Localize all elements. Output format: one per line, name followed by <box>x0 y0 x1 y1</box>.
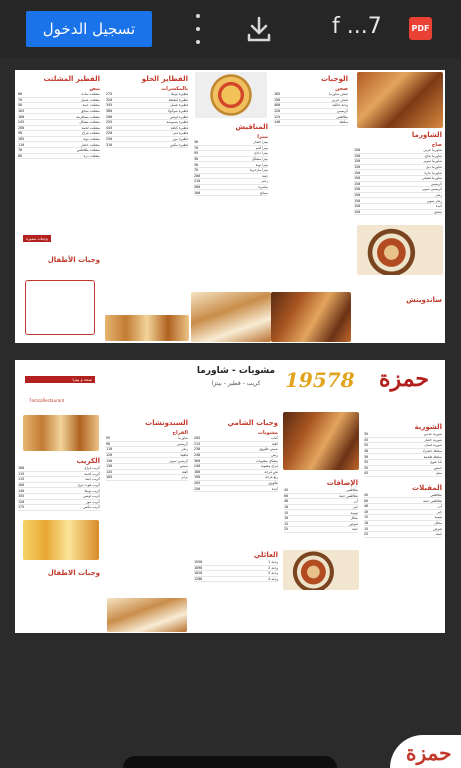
menu-item-price: 10 <box>364 509 369 514</box>
menu-item-name: فطيرة قشطة <box>168 97 188 102</box>
menu-item-price: 45 <box>284 488 289 493</box>
menu-item <box>106 475 188 481</box>
menu-item-name: ثومية <box>434 515 442 520</box>
menu-item-price: 150 <box>354 209 361 214</box>
mixed-grill-photo <box>283 412 359 470</box>
menu-item-name: محمرة <box>258 185 268 190</box>
grill-column <box>191 360 281 633</box>
menu-item-price: 150 <box>354 153 361 158</box>
item-list <box>271 92 351 126</box>
menu-item-price: 150 <box>354 165 361 170</box>
fries-photo <box>23 520 99 560</box>
menu-item-name: سبانخ <box>259 190 268 195</box>
item-list <box>103 436 191 481</box>
item-list <box>103 92 191 148</box>
menu-item-name: بابا غنوج <box>430 460 442 465</box>
menu-item-price: 150 <box>354 176 361 181</box>
item-list <box>361 432 445 477</box>
menu-item-name: كبدة <box>271 486 278 491</box>
kids-title: وجبات الأطفال <box>47 256 100 264</box>
menu-item-price: 310 <box>106 142 113 147</box>
menu-item-name: مشلتت لحمة <box>81 125 100 130</box>
menu-item-name: أرز <box>437 504 442 509</box>
menu-item-price: 35 <box>364 432 369 437</box>
menu-item-name: بيتزا تونة <box>255 162 268 167</box>
menu-item-name: خبز <box>353 505 358 510</box>
app-toolbar <box>0 0 461 58</box>
column-subtitle: صحن <box>335 86 348 92</box>
pdf-file-icon: PDF <box>409 17 432 40</box>
menu-item-price: 210 <box>194 179 201 184</box>
menu-item-price: 360 <box>194 458 201 463</box>
column-title: الوجبات <box>321 75 348 83</box>
kids-meal-box <box>25 280 95 335</box>
menu-item-name: فراخ مشوية <box>260 464 278 469</box>
menu-item-price: 30 <box>194 162 199 167</box>
menu-item-name: سلطة طحينة <box>423 454 442 459</box>
menu-item-price: 205 <box>194 436 201 441</box>
year-logo: 19578 <box>285 368 355 392</box>
menu-item-name: بطاطس جبنة <box>423 498 442 503</box>
item-list <box>191 436 281 492</box>
menu-item-name: كريسبي سوبر <box>422 187 442 192</box>
sandwich-photo <box>357 72 443 128</box>
menu-item-price: 175 <box>18 505 25 510</box>
menu-item-price: 110 <box>106 447 113 452</box>
more-options-icon[interactable] <box>192 14 204 44</box>
menu-item-name: ربع فرخة <box>265 475 278 480</box>
shawarma-column <box>351 70 445 343</box>
menu-item-price: 70 <box>194 145 199 150</box>
menu-item-name: مشلتت فراخ <box>81 131 100 136</box>
menu-item-name: شاورما سوبر <box>423 159 442 164</box>
grill-photo <box>271 292 351 342</box>
menu-item-name: برجر <box>181 475 188 480</box>
menu-item <box>274 120 348 126</box>
column-title: الشاورما <box>411 131 442 139</box>
contact-banner: صحة و بيتزا <box>25 376 95 383</box>
soups-column <box>361 360 445 633</box>
menu-item-price: 200 <box>106 114 113 119</box>
menu-item-name: جبنة <box>352 527 358 532</box>
menu-item-name: أرز <box>353 499 358 504</box>
menu-item-price: 10 <box>284 505 289 510</box>
menu-item-name: كريسبي <box>336 109 348 114</box>
menu-item-name: مخلل <box>434 521 442 526</box>
menu-item-name: بيتزا دجاج <box>254 151 268 156</box>
menu-item-price: 45 <box>364 437 369 442</box>
menu-item-name: كفتة <box>271 441 278 446</box>
menu-item-name: كريب لوتس <box>83 494 100 499</box>
menu-item-price: 445 <box>106 125 113 130</box>
menu-item-name: زنجر <box>181 447 188 452</box>
menu-item-name: مشلتت بسطرمة <box>76 114 100 119</box>
column-subtitle: صاج <box>431 142 442 148</box>
menu-item-price: 150 <box>354 193 361 198</box>
column-title: وجبات الشامي <box>227 419 278 427</box>
pizza-column <box>191 70 271 343</box>
menu-item-name: جبنة <box>262 173 268 178</box>
menu-item-name: مشلتت ذرة <box>83 153 100 158</box>
family-title: العائلي <box>253 551 278 559</box>
social-handle: 7amzaRestaurant <box>29 398 65 403</box>
menu-item-price: 155 <box>18 494 25 499</box>
download-icon[interactable] <box>244 14 274 44</box>
menu-item-price: 1550 <box>194 560 203 565</box>
menu-item-name: كريب موز <box>85 499 100 504</box>
menu-item-price: 80 <box>18 92 23 97</box>
menu-item-price: 15 <box>364 515 369 520</box>
column-title: المقبلات <box>412 483 442 492</box>
menu-item-price: 150 <box>354 148 361 153</box>
menu-item-name: سلطة خضراء <box>422 449 442 454</box>
menu-item-price: 115 <box>18 477 25 482</box>
menu-item-price: 255 <box>106 120 113 125</box>
menu-item-name: مشلتت خضار <box>80 142 100 147</box>
item-list <box>191 140 271 196</box>
menu-item-price: 1200 <box>194 577 203 582</box>
menu-item-name: شاورما عربي <box>423 148 442 153</box>
menu-item-price: 1090 <box>194 565 203 570</box>
menu-item-price: 45 <box>364 493 369 498</box>
menu-item-name: فطيرة لوتس <box>169 114 188 119</box>
menu-item-price: 140 <box>18 488 25 493</box>
menu-item-price: 230 <box>194 447 201 452</box>
menu-item <box>194 577 278 583</box>
menu-item-name: كرسبي سوبر <box>169 458 188 463</box>
brand-logo: حمزة <box>379 366 429 392</box>
menu-item-name: كبدة <box>435 204 442 209</box>
menu-item-price: 185 <box>274 92 281 97</box>
menu-item <box>18 154 100 160</box>
menu-item-price: 150 <box>274 97 281 102</box>
menu-item-price: 400 <box>274 103 281 108</box>
menu-item-name: كريسبي <box>430 181 442 186</box>
menu-item-price: 380 <box>106 109 113 114</box>
menu-item-name: حمص <box>433 465 442 470</box>
menu-item-name: فطيرة موز <box>172 137 188 142</box>
red-banner: وجبات مميزة <box>23 235 51 242</box>
menu-item <box>194 190 268 196</box>
menu-item-price: 1020 <box>194 571 203 576</box>
menu-item-name: مشلتت سادة <box>81 92 100 97</box>
item-list <box>15 92 103 159</box>
shawarma-photo <box>107 598 187 632</box>
menu-item-name: زنجر سوبر <box>426 198 442 203</box>
menu-item-price: 125 <box>274 114 281 119</box>
menu-item-price: 15 <box>284 521 289 526</box>
sandwiches-column <box>103 360 191 633</box>
menu-item-price: 70 <box>18 148 23 153</box>
menu-item-price: 10 <box>364 521 369 526</box>
menu-item-name: ثومية <box>350 510 358 515</box>
menu-item-name: بطاطس جبنة <box>339 493 358 498</box>
item-list <box>281 488 361 533</box>
column-title: السندوتشات <box>145 419 188 427</box>
menu-item-price: 30 <box>364 454 369 459</box>
menu-item-name: صوص <box>433 526 442 531</box>
menu-item-price: 150 <box>354 170 361 175</box>
menu-item-price: 25 <box>284 527 289 532</box>
menu-item-price: 260 <box>194 185 201 190</box>
menu-item <box>106 142 188 148</box>
menu-item-price: 70 <box>18 97 23 102</box>
menu-item-price: 40 <box>364 449 369 454</box>
menu-item-name: فطيرة عسل <box>170 103 188 108</box>
menu-item <box>18 505 100 511</box>
menu-item-price: 120 <box>274 109 281 114</box>
menu-item-name: خبز <box>437 509 442 514</box>
menu-item-price: 50 <box>18 103 23 108</box>
menu-item <box>364 532 442 538</box>
menu-item-price: 130 <box>106 458 113 463</box>
menu-item-name: مشلتت بطاطس <box>76 148 100 153</box>
menu-item-name: شيش <box>179 464 188 469</box>
menu-item-price: 115 <box>18 471 25 476</box>
menu-item-name: بيتزا خضار <box>253 140 268 145</box>
menu-item-price: 250 <box>106 137 113 142</box>
menu-item-price: 100 <box>18 483 25 488</box>
menu-item-price: 150 <box>354 187 361 192</box>
menu-item-name: وجبة 3 <box>268 571 278 576</box>
corner-logo-text: حمزة <box>406 741 452 765</box>
menu-item-price: 120 <box>18 499 25 504</box>
menu-item-price: 25 <box>364 532 369 537</box>
menu-item-name: مشلتت جبنة <box>82 103 100 108</box>
menu-item-price: 200 <box>18 125 25 130</box>
photo-column <box>281 360 361 633</box>
menu-item-name: وجبة عائلية <box>332 103 348 108</box>
menu-item-name: شاورما صاج <box>424 153 442 158</box>
menu-item-price: 35 <box>364 460 369 465</box>
menu-item-price: 145 <box>106 469 113 474</box>
subheadline: كريب - فطير - بيتزا <box>211 380 261 387</box>
menu-item-price: 95 <box>106 436 111 441</box>
menu-item-price: 30 <box>194 157 199 162</box>
menu-item-name: كريب جبنة <box>85 477 100 482</box>
menu-item-price: 215 <box>194 441 201 446</box>
menu-item-price: 55 <box>364 443 369 448</box>
menu-item-price: 100 <box>194 190 201 195</box>
menu-item-name: فطيرة نوتيلا <box>171 92 188 97</box>
column-title: الإضافات <box>326 479 358 487</box>
menu-item-name: فطيرة بسبوسة <box>166 120 188 125</box>
menu-item-price: 265 <box>194 481 201 486</box>
menu-item-price: 90 <box>18 131 23 136</box>
menu-item-name: زنجر <box>435 193 442 198</box>
menu-item-price: 345 <box>106 103 113 108</box>
menu-item-price: 240 <box>194 453 201 458</box>
menu-item-price: 15 <box>284 510 289 515</box>
menu-item <box>364 471 442 477</box>
platter-photo <box>357 225 443 275</box>
menu-item-name: سلطة <box>339 120 348 125</box>
menu-item-price: 220 <box>106 131 113 136</box>
menu-item-name: فاهيتا <box>180 453 188 458</box>
meals-column <box>271 70 351 343</box>
item-list <box>351 148 445 215</box>
menu-item-price: 200 <box>194 173 201 178</box>
menu-item-price: 245 <box>18 120 25 125</box>
menu-item-price: 15 <box>364 526 369 531</box>
menu-item-price: 140 <box>274 120 281 125</box>
menu-item <box>284 527 358 533</box>
menu-item-name: وجبة 2 <box>268 565 278 570</box>
menu-item-name: بيتزا لحم <box>255 145 268 150</box>
menu-item-price: 180 <box>194 469 201 474</box>
menu-item <box>194 486 278 492</box>
menu-item-name: ريش <box>271 453 278 458</box>
pastry-photo <box>105 315 189 341</box>
menu-item-price: 70 <box>194 168 199 173</box>
menu-item-price: 185 <box>18 137 25 142</box>
menu-page-1[interactable] <box>15 70 445 343</box>
menu-item-price: 150 <box>354 159 361 164</box>
menu-item-name: بطاطس <box>430 493 442 498</box>
menu-item <box>354 210 442 216</box>
menu-item-price: 95 <box>194 151 199 156</box>
menu-item-name: شاورما <box>178 436 188 441</box>
menu-item-price: 165 <box>18 109 25 114</box>
menu-item-price: 250 <box>194 486 201 491</box>
menu-item-price: 40 <box>364 504 369 509</box>
column-subtitle: بيض <box>89 86 100 92</box>
mashaltet-column <box>15 70 103 343</box>
rice-photo <box>283 550 359 590</box>
menu-item-name: شيش طاووق <box>259 447 278 452</box>
menu-item-name: مشلتت تونة <box>83 137 100 142</box>
menu-item-price: 150 <box>354 204 361 209</box>
menu-item-price: 150 <box>354 181 361 186</box>
menu-item-name: شوربة عدس <box>423 432 442 437</box>
menu-item-name: شاورما ماريا <box>424 170 442 175</box>
menu-item-name: وجبة 1 <box>268 560 278 565</box>
menu-item-name: فطيرة تمر <box>173 131 188 136</box>
menu-item-price: 90 <box>106 441 111 446</box>
menu-item-price: 40 <box>284 499 289 504</box>
menu-item-name: مشلتت مشكل <box>79 120 100 125</box>
menu-item-price: 150 <box>354 198 361 203</box>
menu-item-name: جبنة <box>436 532 442 537</box>
column-subtitle: بيتزا <box>257 134 268 140</box>
menu-item-name: سجق <box>434 209 442 214</box>
menu-item-name: مشلتت سجق <box>80 109 100 114</box>
column-title: المناقيش <box>235 123 268 131</box>
menu-item-name: صحن عربي <box>331 97 348 102</box>
pizza-photo <box>195 72 267 118</box>
menu-item-price: 130 <box>106 464 113 469</box>
menu-item-price: 60 <box>364 498 369 503</box>
menu-item-name: كفتة <box>181 469 188 474</box>
menu-item-name: متبل <box>435 471 442 476</box>
menu-item-name: شوربة لسان <box>424 443 442 448</box>
info-column <box>15 360 103 633</box>
column-title: الفطير المشلتت <box>43 75 100 83</box>
menu-item-price: 240 <box>194 464 201 469</box>
login-button[interactable]: تسجيل الدخول <box>26 11 152 47</box>
pies-column <box>103 70 191 343</box>
column-subtitle: مشويات <box>257 430 278 436</box>
column-title: الفطاير الحلو <box>141 75 188 83</box>
item-list <box>191 560 281 582</box>
menu-item-name: فطيرة كنافة <box>170 125 188 130</box>
menu-item-name: وجبة 4 <box>268 577 278 582</box>
item-list <box>15 466 103 511</box>
sandwich-label: ساندويتش <box>406 296 442 304</box>
menu-item-name: بيتزا مشكل <box>251 157 268 162</box>
menu-item-name: كباب <box>271 436 278 441</box>
gesture-bar[interactable] <box>123 756 337 768</box>
item-list <box>361 493 445 538</box>
menu-item-price: 45 <box>364 471 369 476</box>
menu-item-name: كريسبي <box>176 441 188 446</box>
column-title: الشوربة <box>414 423 442 431</box>
menu-item-price: 80 <box>18 153 23 158</box>
menu-item-price: 120 <box>106 453 113 458</box>
column-subtitle: الفراخ <box>172 430 188 436</box>
menu-item-price: 275 <box>106 92 113 97</box>
menu-item-name: بطاطس <box>336 114 348 119</box>
crepe-photo <box>23 415 99 451</box>
menu-item-name: مخلل <box>350 516 358 521</box>
menu-item-name: صوص <box>349 521 358 526</box>
menu-item-price: 35 <box>364 465 369 470</box>
menu-item-name: شوربة خضار <box>424 437 442 442</box>
menu-item-price: 110 <box>18 142 25 147</box>
menu-item-name: مشلتت عسل <box>80 97 100 102</box>
menu-item-name: نص فرخة <box>264 469 278 474</box>
document-title: f ...7 <box>332 14 382 39</box>
menu-item-price: 180 <box>18 114 25 119</box>
menu-item-name: كريب مكس <box>83 505 100 510</box>
menu-page-2[interactable] <box>15 360 445 633</box>
column-title: الكريب <box>76 457 100 465</box>
wrap-photo <box>191 292 271 342</box>
menu-item-name: فطيرة مكس <box>169 142 188 147</box>
menu-item-price: 10 <box>284 516 289 521</box>
menu-item-name: زعتر <box>261 179 268 184</box>
menu-item-name: شاورما دبل <box>425 165 442 170</box>
menu-item-name: فطيرة شوكولا <box>167 109 188 114</box>
menu-item-price: 30 <box>194 140 199 145</box>
column-subtitle: بالمكسرات <box>161 86 188 92</box>
menu-item-price: 100 <box>18 466 25 471</box>
menu-item-price: 60 <box>284 493 289 498</box>
menu-item-price: 185 <box>106 475 113 480</box>
menu-item-name: كريب لحمة <box>84 471 100 476</box>
menu-item-name: كريب نوتيلا <box>84 488 100 493</box>
menu-item-name: بيتزا مارجريتا <box>249 168 268 173</box>
menu-item-price: 190 <box>194 475 201 480</box>
menu-item-name: مشكل مشويات <box>255 458 278 463</box>
menu-item-name: طاووق <box>268 481 278 486</box>
menu-item-name: شاورما تشيلي <box>421 176 442 181</box>
menu-item-name: صحن شاورما <box>329 92 348 97</box>
kids-label: وجبات الاطفال <box>47 569 100 577</box>
menu-item-name: كريب هوت دوج <box>78 483 100 488</box>
menu-item-name: كريب فراخ <box>84 466 100 471</box>
headline: مشويات - شاورما <box>196 366 276 376</box>
menu-item-price: 320 <box>106 97 113 102</box>
menu-item-name: بطاطس <box>346 488 358 493</box>
